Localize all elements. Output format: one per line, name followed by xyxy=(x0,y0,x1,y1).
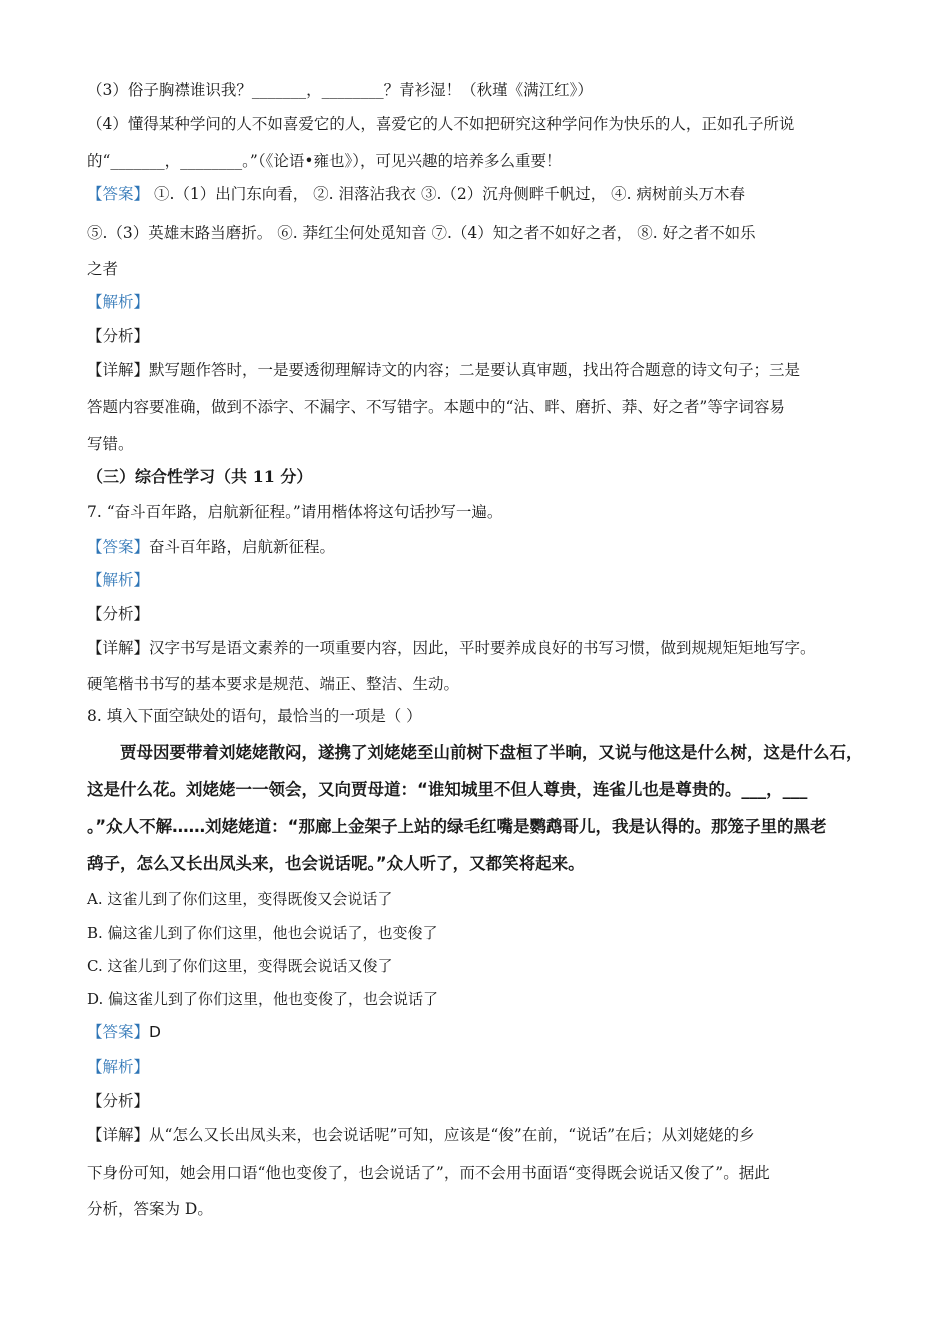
q7-answer-tag: 【答案】 xyxy=(87,538,150,556)
q7-jiexi: 【解析】 xyxy=(87,571,150,589)
q6-detail-line2: 答题内容要准确，做到不添字、不漏字、不写错字。本题中的“沾、畔、磨折、莽、好之者”等字词容易 xyxy=(87,398,785,416)
q6-answer-line3: 之者 xyxy=(87,260,119,278)
q6-detail-tag: 【详解】 xyxy=(87,361,150,379)
q7-question: 7. “奋斗百年路，启航新征程。”请用楷体将这句话抄写一遍。 xyxy=(87,503,503,521)
q8-detail-tag: 【详解】 xyxy=(87,1126,150,1144)
q8-passage-line4: 鸹子，怎么又长出凤头来，也会说话呢。”众人听了，又都笑将起来。 xyxy=(87,854,585,873)
q8-detail-text1: 从“怎么又长出凤头来，也会说话呢”可知，应该是“俊”在前，“说话”在后；从刘姥姥的乡 xyxy=(149,1126,755,1144)
q6-answer-line1 xyxy=(87,183,745,205)
q8-option-c: C. 这雀儿到了你们这里，变得既会说话又俊了 xyxy=(87,957,393,975)
q6-line3: （3）俗子胸襟谁识我？_______，________？青衫湿！（秋瑾《满江红》） xyxy=(87,81,593,99)
q8-detail-line1 xyxy=(87,1124,755,1146)
q6-line4b: 的“_______，________。”（《论语•雍也》），可见兴趣的培养多么重要！ xyxy=(87,152,562,170)
q7-detail-tag: 【详解】 xyxy=(87,639,150,657)
q8-option-b: B. 偏这雀儿到了你们这里，他也会说话了，也变俊了 xyxy=(87,924,438,942)
q8-answer-tag: 【答案】 xyxy=(87,1023,150,1041)
q6-detail-line1 xyxy=(87,359,800,381)
q7-detail-line1 xyxy=(87,637,816,659)
q8-detail-line3: 分析，答案为 D。 xyxy=(87,1200,213,1218)
q8-option-d: D. 偏这雀儿到了你们这里，他也变俊了，也会说话了 xyxy=(87,990,439,1008)
q7-detail-text1: 汉字书写是语文素养的一项重要内容，因此，平时要养成良好的书写习惯，做到规规矩矩地写字。 xyxy=(149,639,816,657)
q8-option-a: A. 这雀儿到了你们这里，变得既俊又会说话了 xyxy=(87,890,393,908)
q6-detail-text1: 默写题作答时，一是要透彻理解诗文的内容；二是要认真审题，找出符合题意的诗文句子；三是 xyxy=(149,361,801,379)
q7-answer-line xyxy=(87,536,335,558)
q8-answer-line xyxy=(87,1021,161,1043)
q8-passage-line3: 。”众人不解……刘姥姥道：“那廊上金架子上站的绿毛红嘴是鹦鹉哥儿，我是认得的。那笼子里的黑老 xyxy=(87,817,827,836)
q6-answer-text1: ①.（1）出门东向看， ②. 泪落沾我衣 ③.（2）沉舟侧畔千帆过， ④. 病树前头万木春 xyxy=(149,185,746,203)
q6-fenxi: 【分析】 xyxy=(87,327,150,345)
q6-answer-tag: 【答案】 xyxy=(87,185,150,203)
q8-jiexi: 【解析】 xyxy=(87,1058,150,1076)
q8-passage-line2: 这是什么花。刘姥姥一一领会，又向贾母道：“谁知城里不但人尊贵，连雀儿也是尊贵的。___，___ xyxy=(87,780,808,799)
q7-answer-text: 奋斗百年路，启航新征程。 xyxy=(149,538,336,556)
q8-passage-line1: 贾母因要带着刘姥姥散闷，遂携了刘姥姥至山前树下盘桓了半晌，又说与他这是什么树，这是什么石， xyxy=(120,743,863,762)
q8-fenxi: 【分析】 xyxy=(87,1092,150,1110)
q6-jiexi: 【解析】 xyxy=(87,293,150,311)
q8-question: 8. 填入下面空缺处的语句，最恰当的一项是（ ） xyxy=(87,707,422,725)
q8-answer-text: D xyxy=(149,1023,161,1041)
q8-detail-line2: 下身份可知，她会用口语“他也变俊了，也会说话了”，而不会用书面语“变得既会说话又俊了”。据此 xyxy=(87,1164,770,1182)
q7-fenxi: 【分析】 xyxy=(87,605,150,623)
q6-line4a: （4）懂得某种学问的人不如喜爱它的人，喜爱它的人不如把研究这种学问作为快乐的人，正如孔子所说 xyxy=(87,115,795,133)
q7-detail-line2: 硬笔楷书书写的基本要求是规范、端正、整洁、生动。 xyxy=(87,675,460,693)
q6-answer-line2: ⑤.（3）英雄末路当磨折。 ⑥. 莽红尘何处觅知音 ⑦.（4）知之者不如好之者， ⑧. 好之者不如乐 xyxy=(87,224,756,242)
section-title: （三）综合性学习（共 11 分） xyxy=(87,467,313,486)
q6-detail-line3: 写错。 xyxy=(87,435,134,453)
